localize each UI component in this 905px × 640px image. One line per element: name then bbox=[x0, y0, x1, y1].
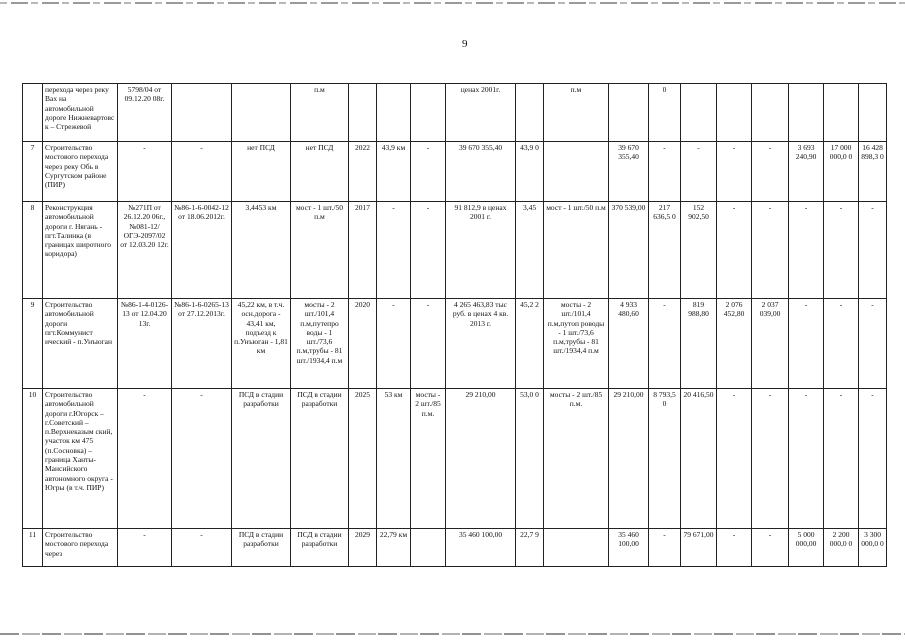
table-cell-c9 bbox=[411, 84, 446, 142]
table-row bbox=[23, 389, 887, 529]
table-row bbox=[23, 84, 887, 142]
table-cell-c8: - bbox=[377, 299, 411, 389]
table-cell-c14: 217 636,5 0 bbox=[649, 202, 681, 299]
table-cell-c20: - bbox=[859, 389, 887, 529]
table-cell-c13: 39 670 355,40 bbox=[609, 142, 649, 202]
table-cell-cost: 4 265 463,83 тыс руб. в ценах 4 кв. 2013 г. bbox=[446, 299, 516, 389]
table-cell-name: Строительство мостового перехода через bbox=[43, 529, 118, 567]
table-cell-c15: 20 416,50 bbox=[681, 389, 717, 529]
table-cell-c20: 16 428 898,3 0 bbox=[859, 142, 887, 202]
table-cell-c11: 3,45 bbox=[516, 202, 544, 299]
table-cell-c8: 53 км bbox=[377, 389, 411, 529]
table-cell-year bbox=[349, 84, 377, 142]
table-cell-cost: 39 670 355,40 bbox=[446, 142, 516, 202]
table-cell-year: 2029 bbox=[349, 529, 377, 567]
table-cell-c12 bbox=[544, 529, 609, 567]
table-cell-capacity: нет ПСД bbox=[291, 142, 349, 202]
table-cell-c19: - bbox=[824, 202, 859, 299]
table-cell-c13 bbox=[609, 84, 649, 142]
table-cell-c9: - bbox=[411, 142, 446, 202]
table-cell-name: перехода через реку Вах на автомобильной дороге Нижневартовс к – Стрежевой bbox=[43, 84, 118, 142]
table-cell-c14: - bbox=[649, 142, 681, 202]
table-cell-c15: 152 902,50 bbox=[681, 202, 717, 299]
table-cell-c12 bbox=[544, 142, 609, 202]
table-cell-c16: - bbox=[717, 202, 752, 299]
table-cell-num: 9 bbox=[23, 299, 43, 389]
objects-table bbox=[22, 83, 887, 567]
table-cell-length: 3,4453 км bbox=[232, 202, 291, 299]
table-cell-year: 2020 bbox=[349, 299, 377, 389]
table-cell-c8: 43,9 км bbox=[377, 142, 411, 202]
table-cell-c11 bbox=[516, 84, 544, 142]
table-cell-c14: 0 bbox=[649, 84, 681, 142]
table-cell-c19: 17 000 000,0 0 bbox=[824, 142, 859, 202]
table-cell-doc2: - bbox=[172, 529, 232, 567]
table-cell-c15 bbox=[681, 84, 717, 142]
table-cell-c18: - bbox=[789, 202, 824, 299]
table-cell-cost: 35 460 100,00 bbox=[446, 529, 516, 567]
table-cell-c14: - bbox=[649, 529, 681, 567]
table-cell-c19: 2 200 000,0 0 bbox=[824, 529, 859, 567]
table-cell-c18 bbox=[789, 84, 824, 142]
table-cell-c19: - bbox=[824, 299, 859, 389]
table-cell-length: 45,22 км, в т.ч. осн.дорога - 43,41 км, подъезд к п.Унъюган - 1,81 км bbox=[232, 299, 291, 389]
table-cell-doc1: №271П от 26.12.20 06г., №081-12/ОГЭ-2097/02 от 12.03.20 12г. bbox=[118, 202, 172, 299]
table-cell-c11: 43,9 0 bbox=[516, 142, 544, 202]
table-cell-c19: - bbox=[824, 389, 859, 529]
table-row bbox=[23, 529, 887, 567]
table-cell-c16: - bbox=[717, 529, 752, 567]
table-cell-cost: 29 210,00 bbox=[446, 389, 516, 529]
table-cell-c14: 8 793,5 0 bbox=[649, 389, 681, 529]
table-cell-doc1: - bbox=[118, 389, 172, 529]
table-cell-num: 10 bbox=[23, 389, 43, 529]
table-cell-c9: - bbox=[411, 299, 446, 389]
table-cell-doc2 bbox=[172, 84, 232, 142]
table-cell-c8: - bbox=[377, 202, 411, 299]
table-cell-c8: 22,79 км bbox=[377, 529, 411, 567]
table-cell-doc2: №86-1-6-0265-13 от 27.12.2013г. bbox=[172, 299, 232, 389]
table-cell-c12: мост - 1 шт./50 п.м bbox=[544, 202, 609, 299]
table-cell-c20: - bbox=[859, 202, 887, 299]
table-cell-capacity: мост - 1 шт./50 п.м bbox=[291, 202, 349, 299]
table-cell-length: ПСД в стадии разработки bbox=[232, 529, 291, 567]
table-cell-num: 8 bbox=[23, 202, 43, 299]
table-cell-c16: - bbox=[717, 389, 752, 529]
table-cell-c12: мосты - 2 шт./85 п.м. bbox=[544, 389, 609, 529]
table-cell-capacity: ПСД в стадии разработки bbox=[291, 529, 349, 567]
table-cell-c17: 2 037 039,00 bbox=[752, 299, 789, 389]
table-cell-c11: 53,0 0 bbox=[516, 389, 544, 529]
table-cell-doc2: №86-1-6-0042-12 от 18.06.2012г. bbox=[172, 202, 232, 299]
table-cell-c12: мосты - 2 шт./101,4 п.м,путоп роводы - 1 шт./73,6 п.м,трубы - 81 шт./1934,4 п.м bbox=[544, 299, 609, 389]
table-cell-year: 2017 bbox=[349, 202, 377, 299]
table-cell-cost: 91 812,9 в ценах 2001 г. bbox=[446, 202, 516, 299]
table-cell-num bbox=[23, 84, 43, 142]
table-cell-c15: 79 671,00 bbox=[681, 529, 717, 567]
table-cell-year: 2025 bbox=[349, 389, 377, 529]
table-cell-c13: 29 210,00 bbox=[609, 389, 649, 529]
scan-bottom-edge bbox=[0, 633, 905, 635]
table-row bbox=[23, 142, 887, 202]
table-cell-c9: - bbox=[411, 202, 446, 299]
table-cell-c20: - bbox=[859, 299, 887, 389]
table-cell-year: 2022 bbox=[349, 142, 377, 202]
table-cell-c14: - bbox=[649, 299, 681, 389]
table-cell-doc2: - bbox=[172, 389, 232, 529]
table-cell-c17: - bbox=[752, 142, 789, 202]
table-cell-c11: 22,7 9 bbox=[516, 529, 544, 567]
table-cell-c20 bbox=[859, 84, 887, 142]
table-cell-c18: 5 000 000,00 bbox=[789, 529, 824, 567]
table-cell-c16 bbox=[717, 84, 752, 142]
table-row bbox=[23, 202, 887, 299]
table-cell-c18: 3 693 240,90 bbox=[789, 142, 824, 202]
table-cell-c17: - bbox=[752, 389, 789, 529]
table-cell-c17: - bbox=[752, 202, 789, 299]
table-cell-c15: - bbox=[681, 142, 717, 202]
table-cell-c18: - bbox=[789, 299, 824, 389]
table-cell-c16: 2 076 452,80 bbox=[717, 299, 752, 389]
scan-top-edge bbox=[0, 2, 905, 4]
table-cell-name: Строительство мостового перехода через реку Обь в Сургутском районе (ПИР) bbox=[43, 142, 118, 202]
table-cell-doc2: - bbox=[172, 142, 232, 202]
table-cell-capacity: ПСД в стадии разработки bbox=[291, 389, 349, 529]
table-cell-c12: п.м bbox=[544, 84, 609, 142]
table-cell-c9 bbox=[411, 529, 446, 567]
table-cell-c19 bbox=[824, 84, 859, 142]
table-cell-doc1: №86-1-4-0126-13 от 12.04.20 13г. bbox=[118, 299, 172, 389]
table-cell-capacity: мосты - 2 шт./101,4 п.м,путепро воды - 1 шт./73,6 п.м,трубы - 81 шт./1934,4 п.м bbox=[291, 299, 349, 389]
table-cell-length bbox=[232, 84, 291, 142]
table-cell-c20: 3 300 000,0 0 bbox=[859, 529, 887, 567]
table-cell-c13: 4 933 480,60 bbox=[609, 299, 649, 389]
page-number: 9 bbox=[462, 38, 468, 50]
table-cell-num: 11 bbox=[23, 529, 43, 567]
table-row bbox=[23, 299, 887, 389]
table-cell-c16: - bbox=[717, 142, 752, 202]
table-cell-doc1: - bbox=[118, 529, 172, 567]
table-cell-name: Реконструкция автомобильной дороги г. Нягань - пгт.Талинка (в границах широтного коридора) bbox=[43, 202, 118, 299]
table-cell-doc1: - bbox=[118, 142, 172, 202]
table-cell-name: Строительство автомобильной дороги г.Югорск – г.Советский – п.Верхнеказым ский, участок км 475 (п.Сосновка) – граница Ханты-Мансийского автономного округа - Югры (в т.ч. ПИР) bbox=[43, 389, 118, 529]
table-cell-num: 7 bbox=[23, 142, 43, 202]
table-cell-c17 bbox=[752, 84, 789, 142]
table-cell-capacity: п.м bbox=[291, 84, 349, 142]
table-cell-length: нет ПСД bbox=[232, 142, 291, 202]
table-cell-name: Строительство автомобильной дороги пгт.Коммунист ический - п.Унъюган bbox=[43, 299, 118, 389]
table-cell-c18: - bbox=[789, 389, 824, 529]
table-cell-c15: 819 988,80 bbox=[681, 299, 717, 389]
table-cell-c13: 35 460 100,00 bbox=[609, 529, 649, 567]
table-cell-cost: ценах 2001г. bbox=[446, 84, 516, 142]
table-cell-c17: - bbox=[752, 529, 789, 567]
table-cell-length: ПСД в стадии разработки bbox=[232, 389, 291, 529]
table-cell-c9: мосты - 2 шт./85 п.м. bbox=[411, 389, 446, 529]
table-cell-c8 bbox=[377, 84, 411, 142]
table-cell-c11: 45,2 2 bbox=[516, 299, 544, 389]
table-cell-c13: 370 539,00 bbox=[609, 202, 649, 299]
table-cell-doc1: 5798/04 от 09.12.20 08г. bbox=[118, 84, 172, 142]
